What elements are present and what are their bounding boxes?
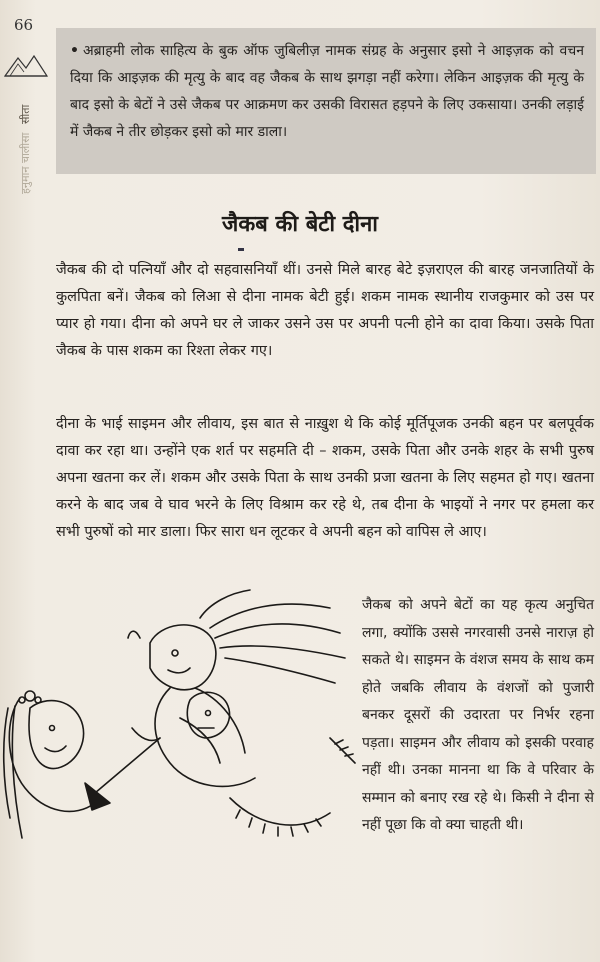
note-text [70,38,584,146]
note-box [56,28,596,174]
side-tab-faded-label: हनुमान चालीसा [19,132,32,194]
ink-mark [238,248,244,251]
paragraph-1: जैकब की दो पत्नियाँ और दो सहवासनियाँ थीं। उनसे मिले बारह बेटे इज़राएल की बारह जनजातियों के कुलपिता बनें। जैकब को लिआ से दीना नामक बेटी हुई। शकम नामक स्थानीय राजकुमार को उस पर प्यार हो गया। दीना को अपने घर ले जाकर उसने उस पर अपनी पत्नी होने का दावा किया। उसके पिता जैकब के पास शकम का रिश्ता लेकर गए। [56,262,594,359]
side-tab [14,96,34,196]
side-tab-label: सीता [19,104,32,124]
warrior-illustration [0,588,360,888]
paragraph-2: दीना के भाई साइमन और लीवाय, इस बात से नाख़ुश थे कि कोई मूर्तिपूजक उनकी बहन पर बलपूर्वक दावा कर रहा था। उन्होंने एक शर्त पर सहमति दी – शकम, उसके पिता और उनके शहर के सभी पुरुष अपना खतना कर लें। शकम और उसके पिता के साथ उनकी प्रजा खतना के लिए सहमत हो गए। खतना करने के बाद जब वे घाव भरने के लिए विश्राम कर रहे थे, तब दीना के भाइयों ने नगर पर हमला कर सभी पुरुषों को मार डाला। फिर सारा धन लूटकर वे अपनी बहन को वापिस ले आए। [56,416,594,540]
note-body: अब्राहमी लोक साहित्य के बुक ऑफ जुबिलीज़ नामक संग्रह के अनुसार इसो ने आइज़क को वचन दिया कि आइज़क की मृत्यु के बाद वह जैकब के साथ झगड़ा नहीं करेगा। लेकिन आइज़क की मृत्यु के बाद इसो के बेटों ने उसे जैकब पर आक्रमण कर उसकी विरासत हड़पने के लिए उकसाया। उनकी लड़ाई में जैकब ने तीर छोड़कर इसो को मार डाला। [70,43,584,140]
side-paragraph: जैकब को अपने बेटों का यह कृत्य अनुचित लगा, क्योंकि उससे नगरवासी उनसे नाराज़ हो सकते थे। साइमन के वंशज समय के साथ कम होते जबकि लीवाय के वंशजों को पुजारी बनकर दूसरों की उदारता पर निर्भर रहना पड़ता। साइमन और लीवाय को इसकी परवाह नहीं थी। उनका मानना था कि वे परिवार के सम्मान को बनाए रख रहे थे। किसी ने दीना से नहीं पूछा कि वो क्या चाहती थी। [362,597,594,833]
bullet-icon: • [70,43,79,59]
section-heading: जैकब की बेटी दीना [222,212,378,237]
page-number: 66 [14,16,34,34]
mountain-icon [4,52,48,78]
